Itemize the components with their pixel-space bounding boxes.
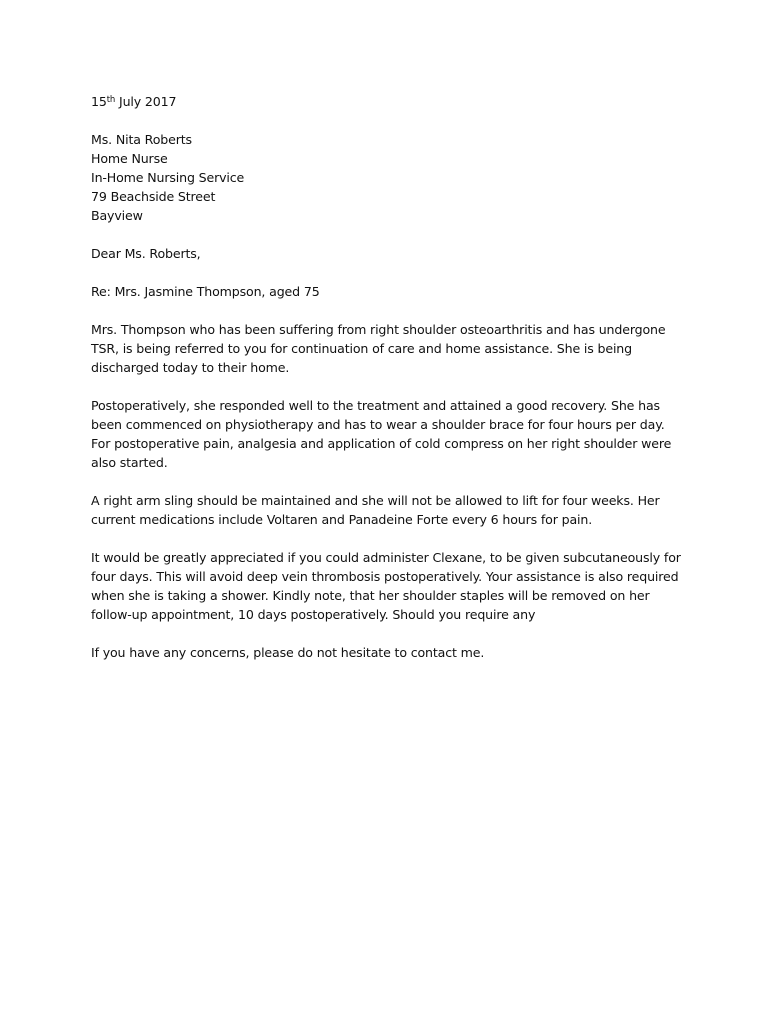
recipient-city: Bayview	[91, 208, 143, 223]
paragraph-closing	[91, 643, 691, 662]
recipient-name: Ms. Nita Roberts	[91, 132, 192, 147]
salutation-text: Dear Ms. Roberts,	[91, 246, 201, 261]
letter-body	[91, 92, 691, 681]
date-rest: July 2017	[115, 94, 177, 109]
subject-line	[91, 282, 691, 301]
recipient-address	[91, 130, 691, 225]
paragraph-line: also started.	[91, 455, 168, 470]
paragraph-line: For postoperative pain, analgesia and application of cold compress on her right shoulder were	[91, 436, 672, 451]
letter-date	[91, 92, 691, 111]
paragraph-line: It would be greatly appreciated if you could administer Clexane, to be given subcutaneously for	[91, 550, 681, 565]
paragraph-line: when she is taking a shower. Kindly note, that her shoulder staples will be removed on her	[91, 588, 650, 603]
paragraph-line: been commenced on physiotherapy and has to wear a shoulder brace for four hours per day.	[91, 417, 665, 432]
paragraph-line: TSR, is being referred to you for continuation of care and home assistance. She is being	[91, 341, 632, 356]
paragraph-medications	[91, 491, 691, 529]
paragraph-line: follow-up appointment, 10 days postoperatively. Should you require any	[91, 607, 536, 622]
paragraph-request	[91, 548, 691, 624]
recipient-title: Home Nurse	[91, 151, 168, 166]
subject-text: Re: Mrs. Jasmine Thompson, aged 75	[91, 284, 320, 299]
paragraph-line: Mrs. Thompson who has been suffering from right shoulder osteoarthritis and has undergone	[91, 322, 666, 337]
paragraph-line: current medications include Voltaren and Panadeine Forte every 6 hours for pain.	[91, 512, 593, 527]
recipient-street: 79 Beachside Street	[91, 189, 216, 204]
date-suffix: th	[106, 94, 116, 105]
paragraph-postoperative	[91, 396, 691, 472]
date-day: 15	[91, 94, 107, 109]
paragraph-line: Postoperatively, she responded well to the treatment and attained a good recovery. She has	[91, 398, 660, 413]
paragraph-line: discharged today to their home.	[91, 360, 290, 375]
paragraph-line: A right arm sling should be maintained and she will not be allowed to lift for four weeks. Her	[91, 493, 660, 508]
paragraph-line: If you have any concerns, please do not hesitate to contact me.	[91, 645, 485, 660]
recipient-organization: In-Home Nursing Service	[91, 170, 245, 185]
paragraph-referral	[91, 320, 691, 377]
paragraph-line: four days. This will avoid deep vein thrombosis postoperatively. Your assistance is also required	[91, 569, 679, 584]
salutation	[91, 244, 691, 263]
